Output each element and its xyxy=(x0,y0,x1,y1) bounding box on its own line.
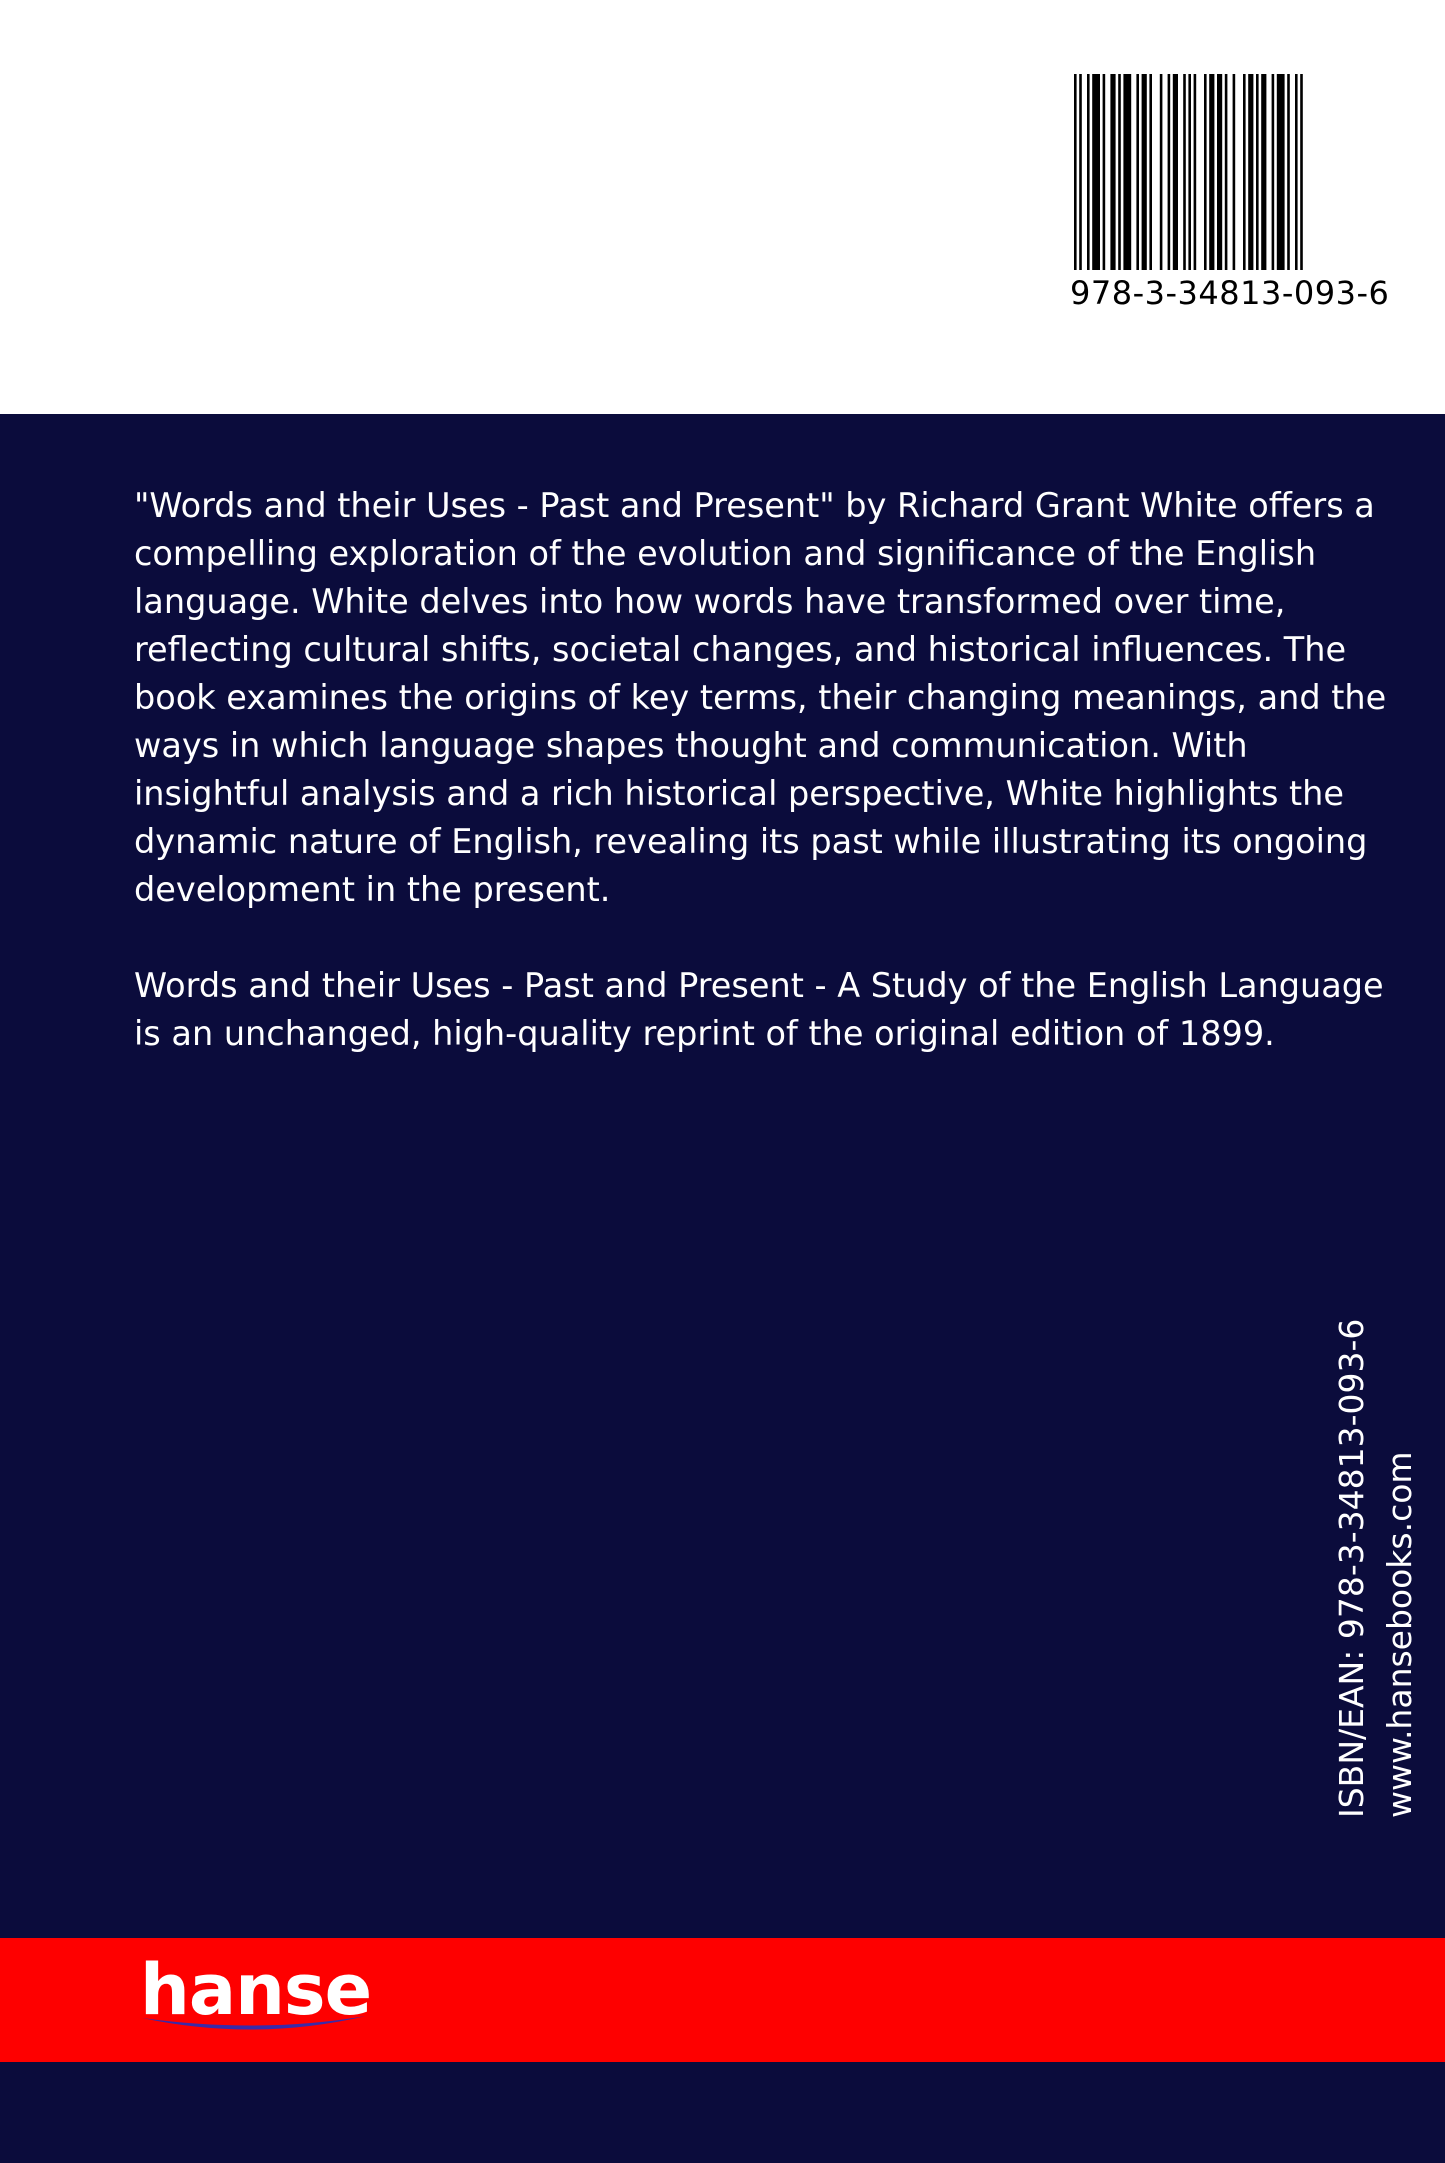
barcode-bar xyxy=(1136,74,1139,270)
website-link[interactable]: www.hansebooks.com xyxy=(1380,1451,1419,1818)
barcode-bar xyxy=(1173,74,1178,270)
barcode-bar xyxy=(1248,74,1253,270)
top-white-area xyxy=(0,0,1445,414)
barcode-bar xyxy=(1287,74,1290,270)
book-description xyxy=(134,482,1404,1106)
barcode-bar xyxy=(1123,74,1131,270)
barcode-bar xyxy=(1261,74,1266,270)
barcode-bar xyxy=(1217,74,1222,270)
barcode-number: 978-3-34813-093-6 xyxy=(1070,274,1390,312)
description-paragraph-1: "Words and their Uses - Past and Present" by Richard Grant White offers a compelling exploration of the evolution and significance of the English language. White delves into how words have transformed over time, reflecting cultural shifts, societal changes, and historical influences. The book examines the origins of key terms, their changing meanings, and the ways in which language shapes thought and communication. With insightful analysis and a rich historical perspective, White highlights the dynamic nature of English, revealing its past while illustrating its ongoing development in the present. xyxy=(134,486,1387,909)
barcode-bar xyxy=(1092,74,1100,270)
barcode-bar xyxy=(1160,74,1163,270)
barcode-bar xyxy=(1272,74,1275,270)
hanse-logo xyxy=(140,1948,370,2048)
bottom-strip xyxy=(0,2062,1445,2163)
isbn-line: ISBN/EAN: 978-3-34813-093-6 xyxy=(1332,1318,1371,1818)
barcode-bar xyxy=(1225,74,1228,270)
barcode-bar xyxy=(1300,74,1303,270)
description-paragraph-2: Words and their Uses - Past and Present - A Study of the English Language is an unchanged, high-quality reprint of the original edition of 1899. xyxy=(134,966,1384,1053)
barcode-bar xyxy=(1209,74,1214,270)
barcode-bar xyxy=(1194,74,1197,270)
barcode-bar xyxy=(1142,74,1147,270)
barcode-bar xyxy=(1277,74,1285,270)
barcode-bar xyxy=(1233,74,1236,270)
barcode-bar xyxy=(1204,74,1207,270)
barcode-bar xyxy=(1118,74,1121,270)
barcode-bar xyxy=(1256,74,1259,270)
barcode-bars xyxy=(1074,74,1396,270)
barcode-bar xyxy=(1087,74,1090,270)
barcode-bar xyxy=(1110,74,1115,270)
logo-text: hanse xyxy=(140,1949,372,2031)
barcode-bar xyxy=(1103,74,1106,270)
barcode xyxy=(1070,74,1400,312)
barcode-bar xyxy=(1168,74,1171,270)
barcode-bar xyxy=(1183,74,1186,270)
barcode-bar xyxy=(1079,74,1082,270)
barcode-bar xyxy=(1149,74,1152,270)
barcode-bar xyxy=(1074,74,1077,270)
barcode-bar xyxy=(1295,74,1298,270)
barcode-bar xyxy=(1188,74,1191,270)
spine-info xyxy=(1328,1319,1424,1818)
barcode-bar xyxy=(1243,74,1246,270)
